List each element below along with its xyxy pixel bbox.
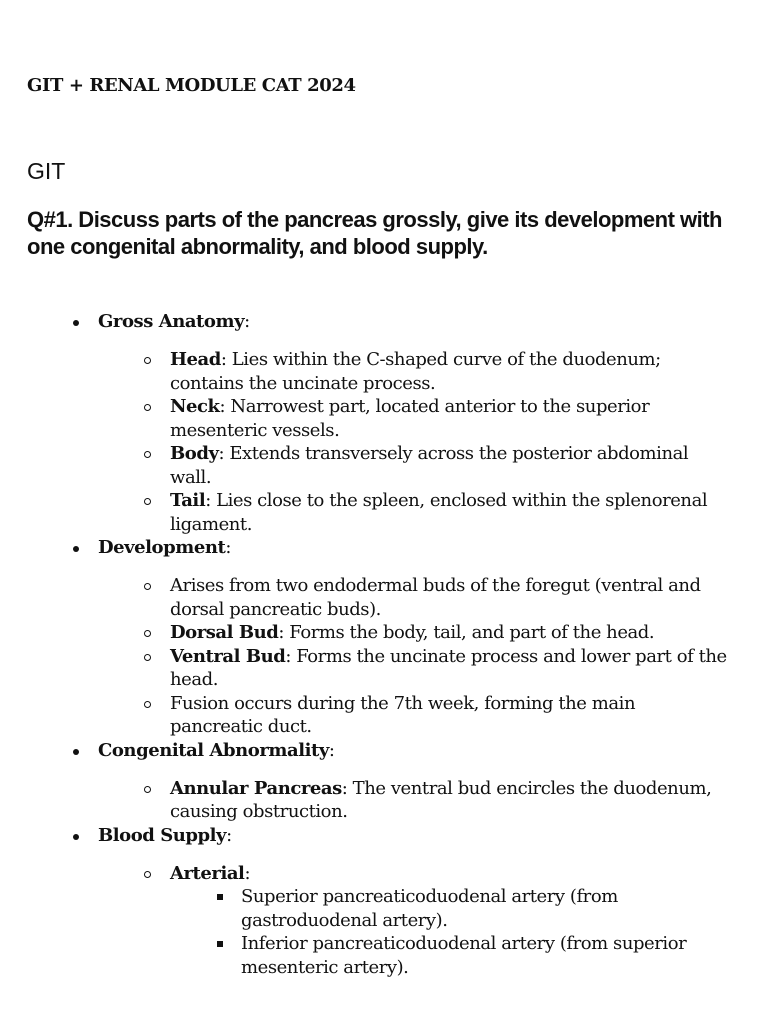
bullet-circle-icon <box>144 404 151 411</box>
bullet-disc-icon <box>73 320 79 326</box>
arterial-list <box>0 885 768 979</box>
item-term: Body <box>170 443 219 464</box>
list-item <box>0 932 768 979</box>
bullet-circle-icon <box>144 701 151 708</box>
bullet-disc-icon <box>73 749 79 755</box>
heading-colon: : <box>226 824 232 846</box>
item-text: Fusion occurs during the 7th week, forming the main pancreatic duct. <box>170 692 636 737</box>
bullet-circle-icon <box>144 654 151 661</box>
bullet-disc-icon <box>73 834 79 840</box>
development-list <box>0 574 768 739</box>
list-item <box>0 777 768 824</box>
list-item <box>0 862 768 886</box>
bullet-square-icon <box>217 894 223 900</box>
item-text: Inferior pancreaticoduodenal artery (from superior mesenteric artery). <box>241 933 687 978</box>
item-text: : Extends transversely across the posterior abdominal wall. <box>170 443 689 488</box>
item-text: : Narrowest part, located anterior to the superior mesenteric vessels. <box>170 396 650 441</box>
item-term: Head <box>170 349 221 370</box>
item-text: Superior pancreaticoduodenal artery (from gastroduodenal artery). <box>241 886 618 931</box>
outline-item-congenital-abnormality <box>0 739 768 767</box>
item-text: : Lies within the C-shaped curve of the duodenum; contains the uncinate process. <box>170 349 661 394</box>
outline-item-development <box>0 536 768 564</box>
item-term: Dorsal Bud <box>170 622 279 643</box>
list-item <box>0 489 768 536</box>
gross-anatomy-list <box>0 348 768 536</box>
bullet-circle-icon <box>144 498 151 505</box>
outline-heading: Gross Anatomy <box>98 311 245 332</box>
list-item <box>0 442 768 489</box>
bullet-square-icon <box>217 941 223 947</box>
list-item <box>0 348 768 395</box>
answer-outline <box>0 310 768 979</box>
congenital-list <box>0 777 768 824</box>
outline-heading: Congenital Abnormality <box>98 739 329 761</box>
outline-item-blood-supply <box>0 824 768 852</box>
list-item <box>0 574 768 621</box>
outline-item-gross-anatomy <box>0 310 768 338</box>
item-text: : Lies close to the spleen, enclosed within the splenorenal ligament. <box>170 490 708 535</box>
item-text: : Forms the uncinate process and lower part of the head. <box>170 645 727 690</box>
bullet-disc-icon <box>73 546 79 552</box>
heading-colon: : <box>244 311 250 332</box>
bullet-circle-icon <box>144 451 151 458</box>
section-heading: GIT <box>27 158 66 184</box>
outline-heading: Blood Supply <box>98 824 227 846</box>
blood-supply-list <box>0 862 768 980</box>
item-term: Neck <box>170 396 220 417</box>
bullet-circle-icon <box>144 357 151 364</box>
list-item <box>0 645 768 692</box>
list-item <box>0 621 768 645</box>
outline-heading: Development <box>98 537 226 558</box>
list-item <box>0 885 768 932</box>
item-term: Tail <box>170 490 206 511</box>
item-text: : <box>244 862 251 884</box>
item-term: Arterial <box>170 862 245 884</box>
heading-colon: : <box>328 739 335 761</box>
bullet-circle-icon <box>144 630 151 637</box>
list-item <box>0 395 768 442</box>
bullet-circle-icon <box>144 871 151 878</box>
heading-colon: : <box>225 537 231 558</box>
document-title: GIT + RENAL MODULE CAT 2024 <box>27 75 356 96</box>
item-text: : Forms the body, tail, and part of the head. <box>278 622 655 643</box>
list-item <box>0 692 768 739</box>
item-term: Annular Pancreas <box>170 777 342 799</box>
bullet-circle-icon <box>144 786 151 793</box>
question-heading: Q#1. Discuss parts of the pancreas grossly, give its development with one congenital abnormality, and blood supply. <box>27 207 722 259</box>
item-text: Arises from two endodermal buds of the foregut (ventral and dorsal pancreatic buds). <box>170 575 701 620</box>
bullet-circle-icon <box>144 583 151 590</box>
item-text: : The ventral bud encircles the duodenum, causing obstruction. <box>170 777 712 822</box>
item-term: Ventral Bud <box>170 645 286 667</box>
